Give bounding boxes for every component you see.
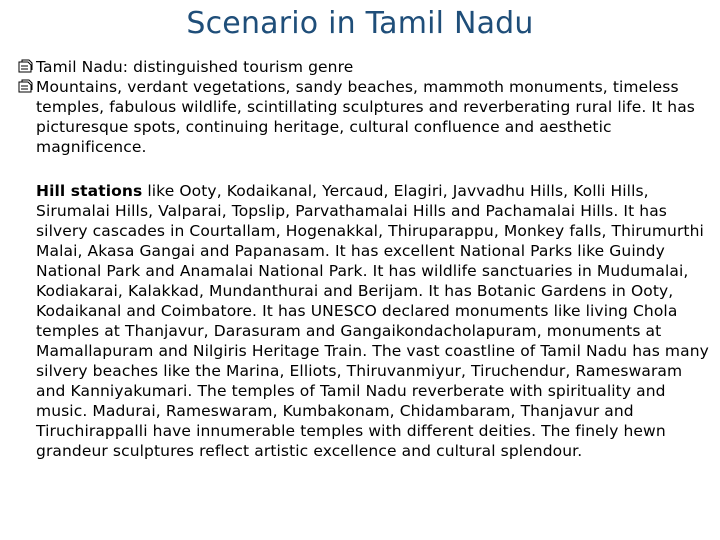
- hill-stations-paragraph: [36, 181, 716, 461]
- bullet-text: Tamil Nadu: distinguished tourism genre: [36, 58, 354, 76]
- paragraph-lead: Hill stations: [36, 182, 143, 200]
- bullet-list: [14, 57, 714, 157]
- bullet-icon: [16, 79, 34, 95]
- slide-title: Scenario in Tamil Nadu: [186, 6, 534, 41]
- bullet-item-attractions: [14, 77, 714, 157]
- bullet-item-genre: [14, 57, 714, 77]
- paragraph-body: like Ooty, Kodaikanal, Yercaud, Elagiri, Javvadhu Hills, Kolli Hills, Sirumalai Hills, Valparai, Topslip, Parvathamalai Hills and Pachamalai Hills. It has silvery cascades in Courtallam, Hogenakkal, Thiruparappu, Monkey falls, Thirumurthi Malai, Akasa Gangai and Papanasam. It has excellent National Parks like Guindy National Park and Anamalai National Park. It has wildlife sanctuaries in Mudumalai, Kodiakarai, Kalakkad, Mundanthurai and Berijam. It has Botanic Gardens in Ooty, Kodaikanal and Coimbatore. It has UNESCO declared monuments like living Chola temples at Thanjavur, Darasuram and Gangaikondacholapuram, monuments at Mamallapuram and Nilgiris Heritage Train. The vast coastline of Tamil Nadu has many silvery beaches like the Marina, Elliots, Thiruvanmiyur, Tiruchendur, Rameswaram and Kanniyakumari. The temples of Tamil Nadu reverberate with spirituality and music. Madurai, Rameswaram, Kumbakonam, Chidambaram, Thanjavur and Tiruchirappalli have innumerable temples with different deities. The finely hewn grandeur sculptures reflect artistic excellence and cultural splendour.: [36, 182, 709, 460]
- bullet-text: Mountains, verdant vegetations, sandy beaches, mammoth monuments, timeless temples, fabulous wildlife, scintillating sculptures and reverberating rural life. It has picturesque spots, continuing heritage, cultural confluence and aesthetic magnificence.: [36, 78, 695, 156]
- bullet-icon: [16, 59, 34, 75]
